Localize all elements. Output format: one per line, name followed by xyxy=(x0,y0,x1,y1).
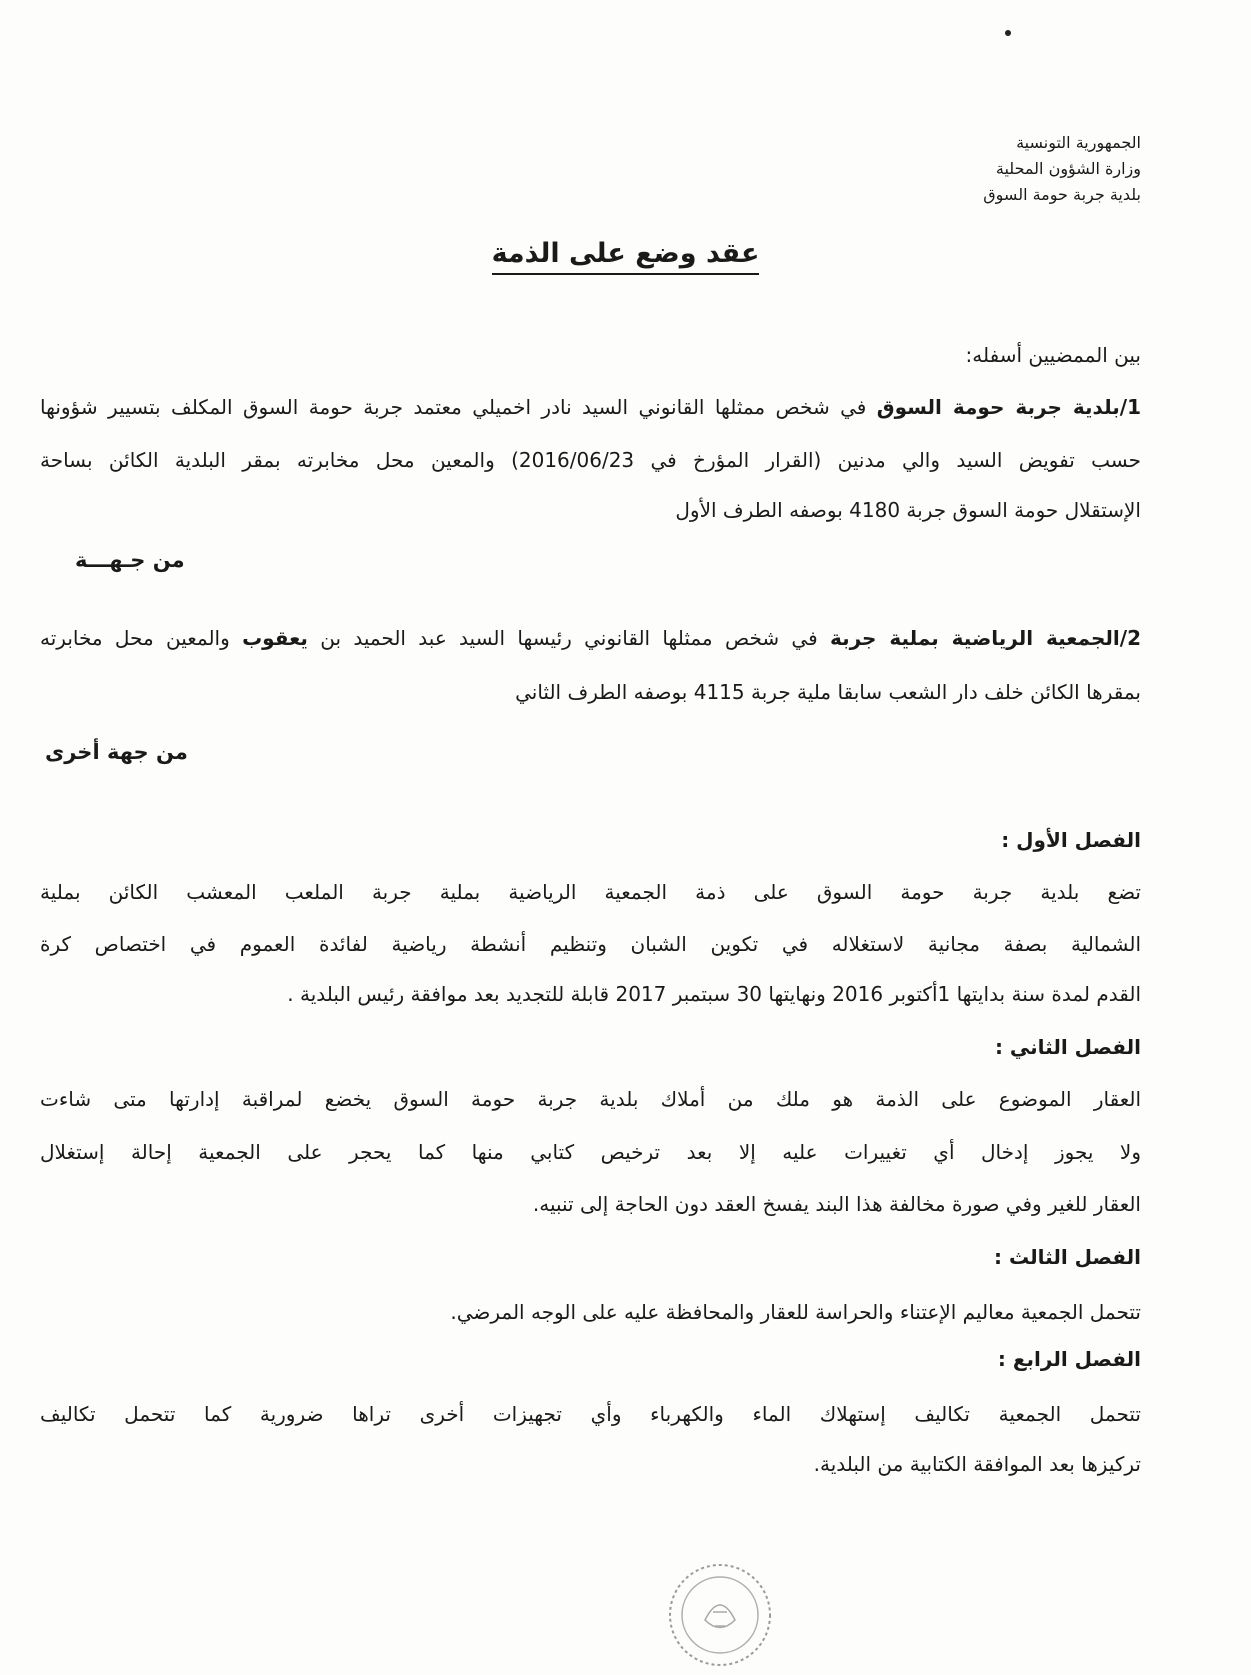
side-label-one-part: من جـهـــة xyxy=(75,548,185,572)
chapter4-line-1: تتحمل الجمعية تكاليف إستهلاك الماء والكهرباء وأي تجهيزات أخرى تراها ضرورية كما تتحمل تكاليف xyxy=(40,1402,1141,1426)
party2-name: الجمعية الرياضية بملية جربة xyxy=(829,626,1120,650)
letterhead-line-1: الجمهورية التونسية xyxy=(1016,133,1141,152)
chapter2-line-3: العقار للغير وفي صورة مخالفة هذا البند يفسخ العقد دون الحاجة إلى تنبيه. xyxy=(532,1192,1141,1216)
document-title-text: عقد وضع على الذمة xyxy=(492,238,760,275)
party1-name: بلدية جربة حومة السوق xyxy=(876,395,1120,419)
chapter4-line-2: تركيزها بعد الموافقة الكتابية من البلدية. xyxy=(813,1452,1141,1476)
chapter1-line-1: تضع بلدية جربة حومة السوق على ذمة الجمعية الرياضية بملية جربة الملعب المعشب الكائن بملية xyxy=(40,880,1141,904)
letterhead xyxy=(881,130,1141,208)
party2-surname: يعقوب xyxy=(242,626,308,650)
chapter1-line-3: القدم لمدة سنة بدايتها 1أكتوبر 2016 ونهايتها 30 سبتمبر 2017 قابلة للتجديد بعد موافقة رئيس البلدية . xyxy=(287,982,1141,1006)
party1-line-3: الإستقلال حومة السوق جربة 4180 بوصفه الطرف الأول xyxy=(675,498,1141,522)
party2-line-1 xyxy=(40,626,1141,650)
document-title xyxy=(0,238,1251,269)
letterhead-line-2: وزارة الشؤون المحلية xyxy=(995,159,1141,178)
party1-line-2: حسب تفويض السيد والي مدنين (القرار المؤرخ في 2016/06/23) والمعين محل مخابرته بمقر البلدية الكائن بساحة xyxy=(40,448,1141,472)
party1-line-1 xyxy=(40,395,1141,419)
party2-line-2: بمقرها الكائن خلف دار الشعب سابقا ملية جربة 4115 بوصفه الطرف الثاني xyxy=(515,680,1141,704)
letterhead-line-3: بلدية جربة حومة السوق xyxy=(983,185,1141,204)
intro-line: بين الممضيين أسفله: xyxy=(965,343,1141,367)
side-label-other-part: من جهة أخرى xyxy=(45,740,188,764)
party2-number: 2/ xyxy=(1119,626,1142,650)
chapter4-heading: الفصل الرابع : xyxy=(997,1347,1141,1371)
party1-number: 1/ xyxy=(1119,395,1141,419)
chapter2-line-1: العقار الموضوع على الذمة هو ملك من أملاك بلدية جربة حومة السوق يخضع لمراقبة إدارتها متى شاءت xyxy=(40,1087,1141,1111)
scan-speck xyxy=(1005,30,1011,36)
party2-line-1-end: والمعين محل مخابرته xyxy=(40,626,230,650)
chapter2-heading: الفصل الثاني : xyxy=(994,1035,1141,1059)
party1-line-1-rest: في شخص ممثلها القانوني السيد نادر اخميلي معتمد جربة حومة السوق المكلف بتسيير شؤونها xyxy=(40,395,867,419)
party2-line-1-mid: في شخص ممثلها القانوني رئيسها السيد عبد الحميد بن xyxy=(320,626,818,650)
chapter3-heading: الفصل الثالث : xyxy=(994,1245,1141,1269)
official-seal-icon xyxy=(665,1560,775,1670)
chapter2-line-2: ولا يجوز إدخال أي تغييرات عليه إلا بعد ترخيص كتابي منها كما يحجر على الجمعية إحالة إستغلال xyxy=(40,1140,1141,1164)
chapter1-heading: الفصل الأول : xyxy=(1001,828,1141,852)
chapter3-line-1: تتحمل الجمعية معاليم الإعتناء والحراسة للعقار والمحافظة عليه على الوجه المرضي. xyxy=(450,1300,1141,1324)
chapter1-line-2: الشمالية بصفة مجانية لاستغلاله في تكوين الشبان وتنظيم أنشطة رياضية لفائدة العموم في اختصاص كرة xyxy=(40,932,1141,956)
